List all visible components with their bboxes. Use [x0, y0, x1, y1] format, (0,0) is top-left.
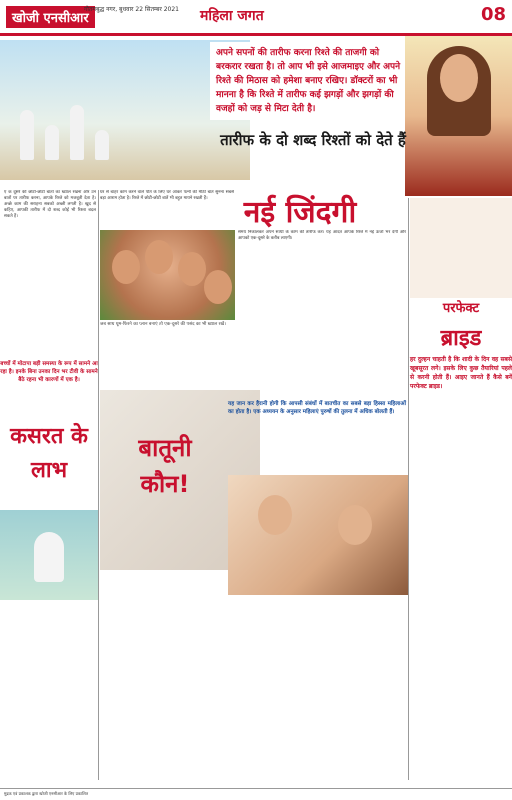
yoga-photo [0, 510, 98, 600]
article-column-2 [100, 190, 234, 228]
family-member-face [112, 250, 140, 284]
column-divider [98, 190, 99, 780]
model-photo [405, 36, 512, 196]
column-divider [408, 198, 409, 780]
article-paragraph: समय निकालकर अपने साथी के काम की तारीफ करें। यह आदत आपके रिश्ते में नई ऊर्जा भर देगी और आपको एक-दूसरे के करीब लाएगी। [238, 230, 406, 241]
section-headline-talkative: बातूनी कौन! [138, 434, 192, 498]
family-member-face [145, 240, 173, 274]
highlight-box: बच्चों में मोटापा बड़ी समस्या के रूप में सामने आ रहा है। इनके बिना उनका दिन भर टीवी के सामने बैठे रहना भी कारणों में एक है। [0, 361, 98, 383]
newspaper-logo: खोजी एनसीआर [6, 6, 95, 28]
beach-person-figure [45, 125, 59, 160]
page-footer: मुद्रक एवं प्रकाशक द्वारा खोजी एनसीआर के लिए प्रकाशित [0, 788, 512, 800]
beach-person-figure [70, 105, 84, 160]
photo-caption: जब साथ घूम-फिरने का प्लान बनाएं तो एक-दूसरे की पसंद का भी ख्याल रखें। [100, 322, 226, 327]
section-headline-bride: ब्राइड [440, 326, 482, 351]
article-paragraph: ए क दूसरे की छोटी-छोटी बातों का ख्याल रखना और उन बातों पर तारीफ करना, आपके रिश्ते को मजबूती देता है। अच्छे काम की सराहना सबको अच्छी लगती है। खुद से कहिए, आपकी तारीफ में दो शब्द कोई भी रिश्ता बदल सकते हैं। [4, 190, 96, 219]
article-column-1 [4, 190, 96, 355]
article-subheadline: तारीफ के दो शब्द रिश्तों को देते हैं [220, 131, 406, 149]
women-chatting-photo [228, 475, 408, 595]
article-paragraph: घर से बाहर काम करने वाले पति के लिए घर आकर पत्नी की मीठी बातें सुनना सबसे बड़ा आराम होता है। रिश्ते में छोटी-छोटी बातें भी बहुत मायने रखती हैं। [100, 190, 234, 201]
family-photo [100, 230, 235, 320]
model-face [440, 54, 478, 102]
beach-person-figure [20, 110, 34, 160]
section-headline-perfect: परफेक्ट [442, 301, 480, 316]
page-number: 08 [480, 4, 506, 25]
section-title: महिला जगत [200, 8, 264, 24]
bride-section-background [410, 198, 512, 298]
publication-date: गौतमबुद्ध नगर, बुधवार 22 सितम्बर 2021 [84, 6, 179, 13]
yoga-figure [34, 532, 64, 582]
beach-person-figure [95, 130, 109, 160]
page-header [0, 0, 512, 36]
person-head [258, 495, 292, 535]
bride-intro-text: हर दुल्हन चाहती है कि शादी के दिन वह सबसे खूबसूरत लगे। इसके लिए कुछ तैयारियां पहले से करनी होती हैं। आइए जानते हैं कैसे बनें परफेक्ट ब्राइड। [410, 356, 512, 390]
article-headline: नई जिंदगी [243, 195, 357, 230]
family-member-face [178, 252, 206, 286]
family-member-face [204, 270, 232, 304]
section-headline-exercise: कसरत के लाभ [10, 424, 88, 483]
person-head [338, 505, 372, 545]
lead-teaser: अपने सपनों की तारीफ करना रिश्ते की ताजगी को बरकरार रखता है। तो आप भी इसे आजमाइए और अपने रिश्ते की मिठास को हमेशा बनाए रखिए। डॉक्टरों का भी मानना है कि रिश्ते में तारीफ कई झगड़ों और झगड़ों की वजहों को जड़ से मिटा देती है। [210, 42, 410, 120]
article-column-3 [238, 230, 406, 390]
blue-intro-text: यह जान कर हैरानी होगी कि आपसी संबंधों में बातचीत का सबसे बड़ा हिस्सा महिलाओं का होता है। एक अध्ययन के अनुसार महिलाएं पुरुषों की तुलना में अधिक बोलती हैं। [228, 401, 406, 415]
